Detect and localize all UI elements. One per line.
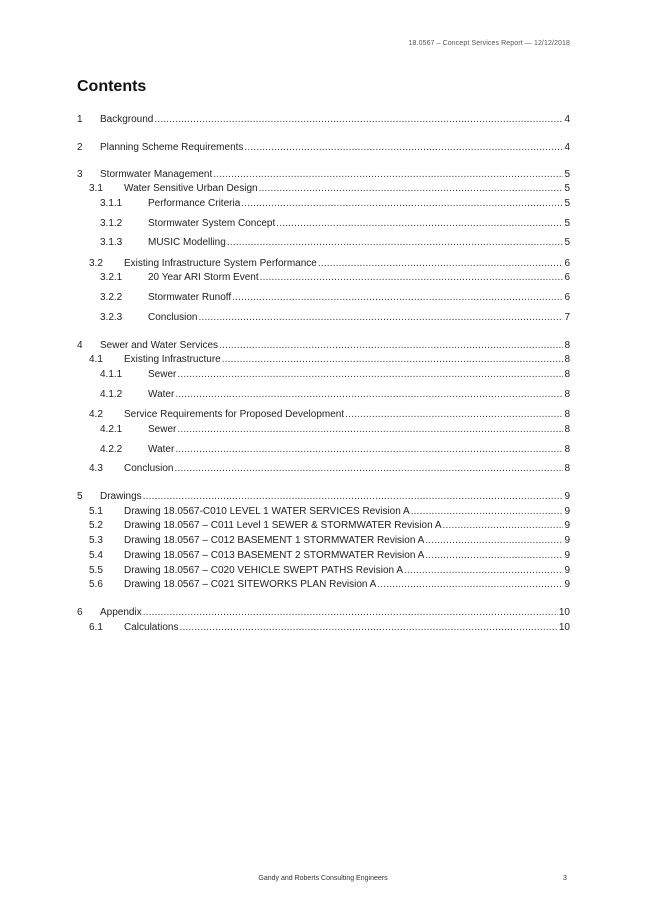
toc-entry-label: Stormwater System Concept [148,218,276,229]
toc-entry-label: Service Requirements for Proposed Development [124,409,345,420]
toc-entry-number: 3.1.1 [100,198,123,209]
toc-dot-leader [175,388,563,401]
toc-entry-number: 3.1.2 [100,218,123,229]
toc-entry[interactable] [89,408,570,421]
toc-entry-page: 9 [564,491,570,502]
toc-dot-leader [404,564,563,577]
toc-entry[interactable] [100,311,570,324]
toc-entry-label: MUSIC Modelling [148,237,226,248]
toc-dot-leader [219,339,563,352]
toc-entry-page: 9 [564,535,570,546]
toc-entry[interactable] [100,388,570,401]
toc-entry-number: 4.2.2 [100,444,123,455]
toc-entry-number: 3 [77,169,83,180]
toc-entry-page: 9 [564,579,570,590]
toc-entry[interactable] [89,578,570,591]
toc-entry-page: 8 [564,369,570,380]
toc-entry-label: 20 Year ARI Storm Event [148,272,259,283]
toc-dot-leader [260,271,564,284]
toc-dot-leader [244,141,563,154]
toc-dot-leader [174,462,563,475]
toc-entry-label: Water Sensitive Urban Design [124,183,258,194]
toc-entry-page: 5 [564,237,570,248]
page-title: Contents [77,78,147,95]
toc-dot-leader [227,236,564,249]
toc-entry-page: 8 [564,354,570,365]
toc-entry[interactable] [89,549,570,562]
toc-entry-label: Drawings [100,491,142,502]
toc-entry-number: 5.2 [89,520,103,531]
toc-entry-page: 4 [564,114,570,125]
toc-entry-page: 9 [564,520,570,531]
toc-dot-leader [175,443,563,456]
toc-entry[interactable] [100,236,570,249]
toc-entry-label: Appendix [100,607,142,618]
toc-dot-leader [177,368,563,381]
toc-entry-page: 7 [564,312,570,323]
toc-entry-page: 4 [564,142,570,153]
toc-entry-page: 8 [564,424,570,435]
toc-entry[interactable] [100,291,570,304]
toc-entry-number: 5.1 [89,506,103,517]
toc-entry-page: 8 [564,389,570,400]
toc-entry[interactable] [89,564,570,577]
toc-dot-leader [154,113,563,126]
toc-entry-number: 6.1 [89,622,103,633]
toc-entry-number: 4.2 [89,409,103,420]
toc-entry-number: 2 [77,142,83,153]
toc-entry[interactable] [89,462,570,475]
toc-dot-leader [198,311,563,324]
toc-entry-page: 8 [564,340,570,351]
toc-entry[interactable] [77,490,570,503]
toc-dot-leader [232,291,563,304]
toc-entry-number: 3.2.1 [100,272,123,283]
toc-entry-number: 4.1.2 [100,389,123,400]
toc-entry-number: 3.1.3 [100,237,123,248]
toc-dot-leader [276,217,563,230]
toc-entry-label: Conclusion [124,463,174,474]
toc-entry-page: 5 [564,183,570,194]
toc-entry[interactable] [77,141,570,154]
toc-dot-leader [241,197,563,210]
toc-entry-label: Background [100,114,154,125]
toc-entry-label: Performance Criteria [148,198,241,209]
toc-entry[interactable] [89,534,570,547]
toc-entry-number: 6 [77,607,83,618]
toc-entry-label: Water [148,444,175,455]
toc-entry[interactable] [100,423,570,436]
toc-entry-number: 3.1 [89,183,103,194]
toc-entry[interactable] [100,197,570,210]
toc-entry[interactable] [77,606,570,619]
toc-dot-leader [425,534,563,547]
toc-entry-label: Drawing 18.0567 – C013 BASEMENT 2 STORMWATER Revision A [124,550,425,561]
toc-entry-label: Calculations [124,622,179,633]
toc-entry-label: Stormwater Management [100,169,213,180]
toc-entry-label: Drawing 18.0567 – C021 SITEWORKS PLAN Revision A [124,579,377,590]
toc-entry-label: Existing Infrastructure [124,354,221,365]
toc-entry-label: Drawing 18.0567-C010 LEVEL 1 WATER SERVICES Revision A [124,506,410,517]
toc-dot-leader [222,353,564,366]
toc-entry-page: 8 [564,409,570,420]
toc-dot-leader [213,168,563,181]
toc-dot-leader [443,519,564,532]
toc-dot-leader [143,606,558,619]
toc-entry-number: 4.3 [89,463,103,474]
toc-entry-number: 5.4 [89,550,103,561]
toc-dot-leader [377,578,563,591]
toc-dot-leader [143,490,564,503]
toc-entry-number: 4.1.1 [100,369,123,380]
toc-entry-number: 1 [77,114,83,125]
toc-entry[interactable] [100,271,570,284]
toc-entry-label: Sewer [148,369,177,380]
toc-entry-page: 8 [564,444,570,455]
toc-entry-page: 5 [564,218,570,229]
toc-entry-page: 6 [564,272,570,283]
toc-dot-leader [318,257,564,270]
toc-entry-page: 9 [564,565,570,576]
toc-entry-label: Stormwater Runoff [148,292,232,303]
toc-entry-number: 3.2.2 [100,292,123,303]
toc-entry-number: 5.6 [89,579,103,590]
toc-entry-page: 5 [564,198,570,209]
toc-entry[interactable] [89,182,570,195]
toc-entry-page: 6 [564,292,570,303]
toc-entry[interactable] [100,443,570,456]
toc-entry[interactable] [89,505,570,518]
footer-company: Gandy and Roberts Consulting Engineers [258,875,388,882]
toc-dot-leader [259,182,564,195]
toc-entry-label: Sewer [148,424,177,435]
toc-entry-label: Existing Infrastructure System Performance [124,258,317,269]
toc-entry[interactable] [89,519,570,532]
toc-entry-page: 9 [564,550,570,561]
toc-entry[interactable] [100,217,570,230]
toc-entry-number: 5.5 [89,565,103,576]
toc-entry-page: 5 [564,169,570,180]
toc-entry[interactable] [89,257,570,270]
toc-entry-number: 5 [77,491,83,502]
toc-entry-page: 10 [558,622,570,633]
toc-entry-number: 4.1 [89,354,103,365]
toc-entry-number: 3.2 [89,258,103,269]
toc-dot-leader [411,505,564,518]
toc-entry[interactable] [100,368,570,381]
toc-entry-number: 4 [77,340,83,351]
toc-entry-label: Planning Scheme Requirements [100,142,244,153]
toc-entry-label: Water [148,389,175,400]
toc-dot-leader [345,408,563,421]
toc-entry[interactable] [89,353,570,366]
toc-entry-page: 9 [564,506,570,517]
toc-entry-label: Drawing 18.0567 – C012 BASEMENT 1 STORMWATER Revision A [124,535,425,546]
toc-entry[interactable] [89,621,570,634]
toc-entry-label: Sewer and Water Services [100,340,219,351]
toc-entry-number: 5.3 [89,535,103,546]
toc-dot-leader [177,423,563,436]
toc-entry-label: Conclusion [148,312,198,323]
toc-entry[interactable] [77,339,570,352]
toc-entry-page: 8 [564,463,570,474]
toc-entry-label: Drawing 18.0567 – C020 VEHICLE SWEPT PATHS Revision A [124,565,404,576]
toc-entry-page: 6 [564,258,570,269]
footer-page-number: 3 [563,875,567,882]
page-header: 18.0567 – Concept Services Report — 12/12/2018 [408,40,570,47]
toc-entry-number: 4.2.1 [100,424,123,435]
toc-entry-page: 10 [558,607,570,618]
toc-dot-leader [425,549,563,562]
toc-entry-label: Drawing 18.0567 – C011 Level 1 SEWER & STORMWATER Revision A [124,520,442,531]
toc-entry[interactable] [77,113,570,126]
toc-entry-number: 3.2.3 [100,312,123,323]
toc-dot-leader [179,621,557,634]
toc-entry[interactable] [77,168,570,181]
